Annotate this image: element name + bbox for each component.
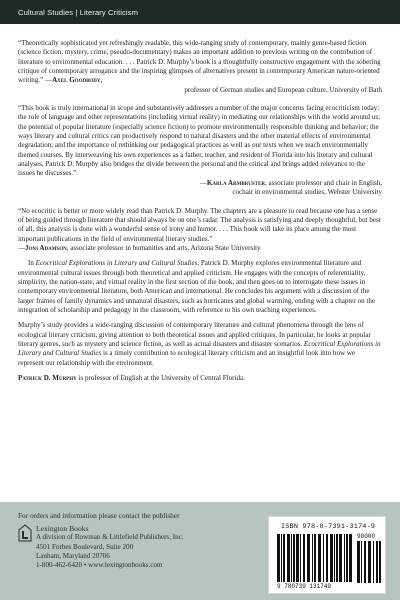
author-name: Patrick D. Murphy [18,374,77,382]
author-bio: Patrick D. Murphy is professor of English at the University of Central Florida. [18,374,245,382]
reviewer-affiliation: professor of German studies and European culture, University of Bath [184,85,382,94]
book-title: Ecocritical Explorations in Literary and Cultural Studies [35,259,198,268]
review-armbruster: “This book is truly international in scope and substantively addresses a number of the major concerns facing ecocriticism today: the role of language and other representations (including virtual reality) in mediating our relationships with the world around us; the potential of popular literature (especially science fiction) to promote environmentally responsible thinking and behavior; the ways literary and cultural critics can productively respond to natural disasters and the other material effects of environmental degradation; and the importance of rethinking our pedagogical practices as well as our texts when we teach environmentally themed courses. By interweaving his own experiences as a father, teacher, and resident of Florida into his literary and cultural analyses, Patrick D. Murphy also bridges the divide between the personal and the critical and brings added relevance to the issues he discusses.” [18,104,381,178]
reviewer-attribution: —Karla Armbruster, associate professor and chair in English, [199,178,382,187]
publisher-address [36,524,184,570]
barcode-panel [268,516,386,594]
reviewer-name: Karla Armbruster [206,178,265,187]
publisher-contact: 1-800-462-6420 • www.lexingtonbooks.com [36,561,163,570]
price-barcode-icon [357,541,381,589]
order-info-line: For orders and information please contact the publisher [18,511,180,520]
publisher-name: Lexington Books [36,524,89,533]
review-adamson: “No ecocritic is better or more widely read than Patrick D. Murphy. The chapters are a pleasure to read because one has a sense of being guided through literature that should always be on one’s radar. The analysis is satisfying and deeply thoughtful, but best of all, this analysis is done with a wonderful sense of irony and humor. . . . This book will take its place among the most important publications in the field of environmental literary studies.” [18,206,381,243]
review-quote: “Theoretically sophisticated yet refreshingly readable, this wide-ranging study of contemporary, mainly genre-based fiction (science fiction, mystery, crime, pseudo-documentary) makes an important addition to previous writing on the contribution of literature to environmental education. . . . Patrick D. Murphy’s book is a thoughtfully constructive engagement with the sobering critique of contemporary arrogance and the inspiring glimpses of alternatives present in contemporary American nature-oriented writing.” [18,39,381,85]
publisher-division: A division of Rowman & Littlefield Publishers, Inc. [36,533,184,542]
barcode-icon [277,534,353,582]
book-summary: Murphy’s study provides a wide-ranging discussion of contemporary literature and cultural phenomena through the lens of ecological literary criticism, giving attention to both theoretical issues and applied critiques. In particular, he looks at popular literary genres, such as mystery and science fiction, as well as actual disasters and disaster scenarios. Ecocritical Explorations in Literary and Cultural Studies is a timely contribution to ecological literary criticism and an insightful look into how we represent our relationship with the environment. [18,321,381,367]
book-title: Ecocritical Explorations in Literary and Cultural Studies [18,339,381,358]
reviewer-affiliation: cochair in environmental studies, Webster University [232,188,382,197]
publisher-city: Lanham, Maryland 20706 [36,551,110,560]
reviewer-attribution: —Joni Adamson, associate professor in humanities and arts, Arizona State University [18,243,261,252]
publisher-street: 4501 Forbes Boulevard, Suite 200 [36,542,134,551]
review-goodbody: “Theoretically sophisticated yet refreshingly readable, this wide-ranging study of contemporary, mainly genre-based fiction (science fiction, mystery, crime, pseudo-documentary) makes an important addition to previous writing on the contribution of literature to environmental education. . . . Patrick D. Murphy’s book is a thoughtfully constructive engagement with the sobering critique of contemporary arrogance and the inspiring glimpses of alternatives present in contemporary American nature-oriented writing.” —Axel Goodbody, [18,39,381,85]
isbn-label: ISBN 978-0-7391-3174-9 [281,523,376,531]
back-cover-text [18,39,382,383]
reviewer-name: Joni Adamson [25,243,67,252]
book-description: In Ecocritical Explorations in Literary and Cultural Studies, Patrick D. Murphy explores environmental literature and environmental cultural issues through both theoretical and applied criticism. He engages with the concepts of referentiality, simplicity, the nation-state, and virtual reality in the first section of the book, and then goes on to interrogate these issues in contemporary environmental literature, both American and international. He concludes his argument with a discussion of the larger frames of family dynamics and unnatural disasters, such as hurricanes and global warming, ending with a chapter on the integration of scholarship and pedagogy in the classroom, with reference to his own teaching experiences. [18,259,375,314]
lexington-books-logo-icon [18,524,32,542]
price-code: 90000 [357,533,376,540]
category-header-bar [0,0,400,24]
reviewer-name: Axel Goodbody [52,76,101,85]
category-label: Cultural Studies | Literary Criticism [18,8,139,17]
barcode-digits: 9 780739 131749 [277,583,332,590]
